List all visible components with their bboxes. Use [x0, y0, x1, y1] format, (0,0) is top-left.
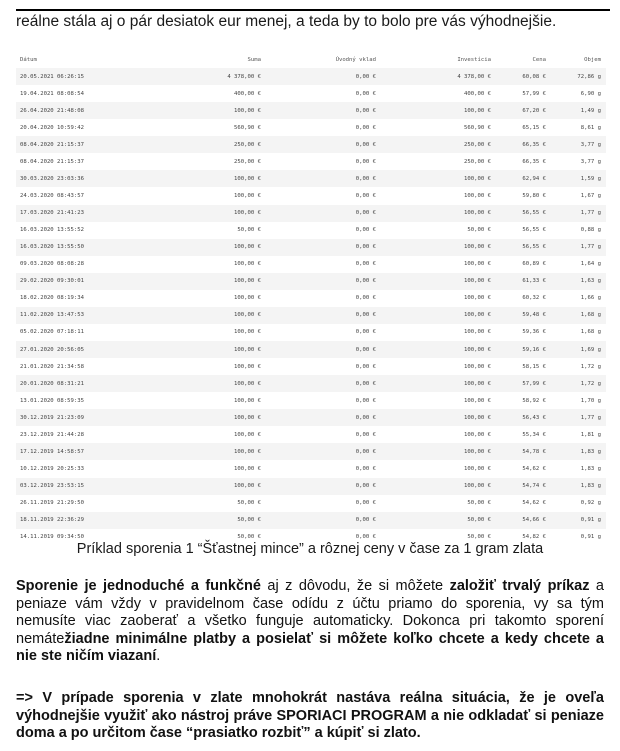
cell-initial-deposit: 0,00 €	[266, 85, 381, 102]
table-row	[16, 512, 606, 529]
header-amount: Suma	[247, 57, 261, 63]
cell-date: 08.04.2020 21:15:37	[16, 136, 126, 153]
cell-investment: 100,00 €	[381, 341, 496, 358]
cell-price: 58,15 €	[496, 358, 551, 375]
cell-date: 03.12.2019 23:53:15	[16, 478, 126, 495]
cell-price: 55,34 €	[496, 426, 551, 443]
cell-initial-deposit: 0,00 €	[266, 153, 381, 170]
cell-price: 59,80 €	[496, 187, 551, 204]
table-row	[16, 290, 606, 307]
cell-date: 30.12.2019 21:23:09	[16, 409, 126, 426]
p1-bold-3: žiadne minimálne platby a posielať si môžete koľko chcete a kedy chcete a nie ste ničím viazaní	[16, 630, 604, 664]
cell-amount: 100,00 €	[126, 256, 266, 273]
cell-investment: 100,00 €	[381, 256, 496, 273]
cell-initial-deposit: 0,00 €	[266, 460, 381, 477]
cell-date: 29.02.2020 09:30:01	[16, 273, 126, 290]
cell-amount: 100,00 €	[126, 205, 266, 222]
cell-amount: 250,00 €	[126, 153, 266, 170]
cell-investment: 100,00 €	[381, 187, 496, 204]
cell-date: 08.04.2020 21:15:37	[16, 153, 126, 170]
cell-date: 30.03.2020 23:03:36	[16, 170, 126, 187]
paragraph-savings-program	[16, 690, 604, 743]
p2-text-2: a nie odkladať si peniaze doma a po určitom čase “prasiatko rozbiť” a kúpiť si zlato.	[16, 707, 605, 741]
cell-initial-deposit: 0,00 €	[266, 358, 381, 375]
cell-initial-deposit: 0,00 €	[266, 119, 381, 136]
cell-date: 10.12.2019 20:25:33	[16, 460, 126, 477]
cell-date: 26.04.2020 21:48:08	[16, 102, 126, 119]
cell-volume: 1,83 g	[551, 460, 606, 477]
cell-volume: 8,61 g	[551, 119, 606, 136]
table-row	[16, 102, 606, 119]
cell-initial-deposit: 0,00 €	[266, 290, 381, 307]
cell-amount: 50,00 €	[126, 512, 266, 529]
p2-emphasis: SPORIACI PROGRAM	[276, 707, 427, 724]
paragraph-simple-saving	[16, 578, 604, 666]
cell-price: 59,16 €	[496, 341, 551, 358]
cell-amount: 100,00 €	[126, 324, 266, 341]
table-row	[16, 136, 606, 153]
cell-investment: 100,00 €	[381, 102, 496, 119]
cell-amount: 100,00 €	[126, 170, 266, 187]
cell-date: 24.03.2020 08:43:57	[16, 187, 126, 204]
cell-investment: 400,00 €	[381, 85, 496, 102]
top-divider	[16, 9, 610, 11]
cell-initial-deposit: 0,00 €	[266, 341, 381, 358]
table-row	[16, 205, 606, 222]
table-row	[16, 460, 606, 477]
cell-initial-deposit: 0,00 €	[266, 170, 381, 187]
cell-initial-deposit: 0,00 €	[266, 443, 381, 460]
cell-price: 59,36 €	[496, 324, 551, 341]
cell-volume: 1,68 g	[551, 324, 606, 341]
cell-amount: 100,00 €	[126, 426, 266, 443]
cell-volume: 1,83 g	[551, 478, 606, 495]
p1-text-2: a peniaze vám vždy v pravidelnom čase odídu z účtu priamo do sporenia, vy sa tým nemusíte viac zaoberať a všetko funguje automaticky. Dokonca pri takomto sporení nemáte	[16, 578, 604, 647]
table-row	[16, 341, 606, 358]
cell-investment: 100,00 €	[381, 273, 496, 290]
cell-volume: 1,77 g	[551, 239, 606, 256]
cell-investment: 100,00 €	[381, 478, 496, 495]
cell-initial-deposit: 0,00 €	[266, 136, 381, 153]
cell-amount: 100,00 €	[126, 290, 266, 307]
cell-amount: 100,00 €	[126, 239, 266, 256]
cell-investment: 100,00 €	[381, 460, 496, 477]
cell-price: 56,55 €	[496, 239, 551, 256]
cell-date: 20.04.2020 10:59:42	[16, 119, 126, 136]
cell-investment: 100,00 €	[381, 170, 496, 187]
cell-amount: 100,00 €	[126, 273, 266, 290]
header-date: Dátum	[20, 57, 37, 63]
cell-amount: 100,00 €	[126, 443, 266, 460]
intro-text: reálne stála aj o pár desiatok eur menej, a teda by to bolo pre vás výhodnejšie.	[16, 13, 557, 30]
cell-initial-deposit: 0,00 €	[266, 426, 381, 443]
cell-investment: 50,00 €	[381, 222, 496, 239]
cell-amount: 100,00 €	[126, 341, 266, 358]
cell-investment: 50,00 €	[381, 529, 496, 546]
cell-amount: 100,00 €	[126, 478, 266, 495]
cell-date: 13.01.2020 08:59:35	[16, 392, 126, 409]
cell-volume: 1,64 g	[551, 256, 606, 273]
p1-bold-2: založiť trvalý príkaz	[449, 578, 590, 594]
table-row	[16, 187, 606, 204]
p1-bold-1: Sporenie je jednoduché a funkčné	[16, 578, 261, 594]
cell-price: 58,92 €	[496, 392, 551, 409]
cell-initial-deposit: 0,00 €	[266, 324, 381, 341]
cell-initial-deposit: 0,00 €	[266, 392, 381, 409]
cell-investment: 50,00 €	[381, 495, 496, 512]
cell-price: 57,99 €	[496, 375, 551, 392]
cell-price: 56,43 €	[496, 409, 551, 426]
cell-amount: 100,00 €	[126, 409, 266, 426]
cell-price: 61,33 €	[496, 273, 551, 290]
cell-amount: 50,00 €	[126, 495, 266, 512]
cell-date: 18.11.2019 22:36:29	[16, 512, 126, 529]
cell-volume: 1,77 g	[551, 205, 606, 222]
cell-initial-deposit: 0,00 €	[266, 512, 381, 529]
cell-investment: 100,00 €	[381, 358, 496, 375]
table-header	[16, 52, 606, 68]
cell-investment: 100,00 €	[381, 375, 496, 392]
cell-investment: 100,00 €	[381, 239, 496, 256]
cell-amount: 100,00 €	[126, 358, 266, 375]
table-row	[16, 307, 606, 324]
cell-date: 14.11.2019 09:34:50	[16, 529, 126, 546]
cell-price: 62,94 €	[496, 170, 551, 187]
cell-price: 60,89 €	[496, 256, 551, 273]
cell-initial-deposit: 0,00 €	[266, 495, 381, 512]
cell-initial-deposit: 0,00 €	[266, 409, 381, 426]
cell-volume: 1,67 g	[551, 187, 606, 204]
cell-investment: 100,00 €	[381, 409, 496, 426]
cell-initial-deposit: 0,00 €	[266, 273, 381, 290]
cell-amount: 560,90 €	[126, 119, 266, 136]
savings-table	[16, 52, 606, 546]
table-row	[16, 153, 606, 170]
cell-date: 21.01.2020 21:34:58	[16, 358, 126, 375]
table-row	[16, 324, 606, 341]
table-row	[16, 375, 606, 392]
table-row	[16, 392, 606, 409]
table-row	[16, 85, 606, 102]
cell-investment: 250,00 €	[381, 136, 496, 153]
cell-date: 18.02.2020 08:19:34	[16, 290, 126, 307]
table-row	[16, 426, 606, 443]
cell-volume: 1,83 g	[551, 443, 606, 460]
cell-investment: 250,00 €	[381, 153, 496, 170]
header-price: Cena	[532, 57, 546, 63]
cell-amount: 100,00 €	[126, 392, 266, 409]
table-row	[16, 68, 606, 85]
table-row	[16, 443, 606, 460]
cell-date: 16.03.2020 13:55:50	[16, 239, 126, 256]
cell-investment: 4 378,00 €	[381, 68, 496, 85]
cell-volume: 1,77 g	[551, 409, 606, 426]
header-initial-deposit: Úvodný vklad	[335, 57, 376, 63]
cell-initial-deposit: 0,00 €	[266, 102, 381, 119]
cell-date: 23.12.2019 21:44:28	[16, 426, 126, 443]
cell-investment: 100,00 €	[381, 307, 496, 324]
p1-text-3: .	[156, 648, 161, 664]
cell-price: 56,55 €	[496, 205, 551, 222]
cell-amount: 100,00 €	[126, 187, 266, 204]
cell-price: 60,08 €	[496, 68, 551, 85]
p1-text-1: aj z dôvodu, že si môžete	[260, 578, 450, 594]
cell-amount: 100,00 €	[126, 375, 266, 392]
cell-volume: 3,77 g	[551, 136, 606, 153]
cell-volume: 1,72 g	[551, 375, 606, 392]
cell-initial-deposit: 0,00 €	[266, 222, 381, 239]
cell-price: 57,99 €	[496, 85, 551, 102]
cell-volume: 1,63 g	[551, 273, 606, 290]
cell-volume: 1,66 g	[551, 290, 606, 307]
cell-volume: 1,69 g	[551, 341, 606, 358]
cell-date: 16.03.2020 13:55:52	[16, 222, 126, 239]
table-row	[16, 358, 606, 375]
cell-date: 20.01.2020 08:31:21	[16, 375, 126, 392]
cell-volume: 0,91 g	[551, 529, 606, 546]
cell-date: 17.12.2019 14:58:57	[16, 443, 126, 460]
cell-price: 66,35 €	[496, 136, 551, 153]
table-row	[16, 478, 606, 495]
cell-initial-deposit: 0,00 €	[266, 529, 381, 546]
cell-volume: 6,90 g	[551, 85, 606, 102]
cell-volume: 1,49 g	[551, 102, 606, 119]
cell-investment: 100,00 €	[381, 392, 496, 409]
table-row	[16, 256, 606, 273]
cell-price: 56,55 €	[496, 222, 551, 239]
table-row	[16, 495, 606, 512]
cell-volume: 1,59 g	[551, 170, 606, 187]
cell-investment: 560,90 €	[381, 119, 496, 136]
cell-amount: 4 378,00 €	[126, 68, 266, 85]
table-row	[16, 239, 606, 256]
cell-amount: 400,00 €	[126, 85, 266, 102]
cell-volume: 0,92 g	[551, 495, 606, 512]
cell-initial-deposit: 0,00 €	[266, 68, 381, 85]
cell-volume: 72,86 g	[551, 68, 606, 85]
cell-volume: 0,88 g	[551, 222, 606, 239]
cell-volume: 1,70 g	[551, 392, 606, 409]
cell-initial-deposit: 0,00 €	[266, 478, 381, 495]
table-row	[16, 119, 606, 136]
cell-amount: 250,00 €	[126, 136, 266, 153]
cell-investment: 100,00 €	[381, 205, 496, 222]
cell-price: 54,74 €	[496, 478, 551, 495]
cell-price: 60,32 €	[496, 290, 551, 307]
table-row	[16, 273, 606, 290]
cell-volume: 1,81 g	[551, 426, 606, 443]
table-row	[16, 409, 606, 426]
cell-initial-deposit: 0,00 €	[266, 187, 381, 204]
cell-initial-deposit: 0,00 €	[266, 205, 381, 222]
cell-date: 11.02.2020 13:47:53	[16, 307, 126, 324]
cell-volume: 3,77 g	[551, 153, 606, 170]
cell-initial-deposit: 0,00 €	[266, 239, 381, 256]
cell-price: 54,62 €	[496, 495, 551, 512]
cell-initial-deposit: 0,00 €	[266, 256, 381, 273]
cell-price: 54,78 €	[496, 443, 551, 460]
table-row	[16, 170, 606, 187]
cell-price: 59,48 €	[496, 307, 551, 324]
cell-volume: 1,68 g	[551, 307, 606, 324]
p2-text-1: => V prípade sporenia v zlate mnohokrát nastáva reálna situácia, že je oveľa výhodnejšie využiť ako nástroj práve	[16, 690, 604, 724]
header-row	[16, 52, 606, 68]
cell-investment: 100,00 €	[381, 426, 496, 443]
cell-volume: 1,72 g	[551, 358, 606, 375]
cell-price: 54,62 €	[496, 460, 551, 477]
table-body	[16, 68, 606, 546]
cell-amount: 100,00 €	[126, 460, 266, 477]
cell-date: 19.04.2021 08:08:54	[16, 85, 126, 102]
cell-amount: 100,00 €	[126, 102, 266, 119]
savings-table-container	[16, 52, 606, 546]
cell-investment: 50,00 €	[381, 512, 496, 529]
cell-amount: 100,00 €	[126, 307, 266, 324]
cell-price: 54,82 €	[496, 529, 551, 546]
cell-volume: 0,91 g	[551, 512, 606, 529]
cell-amount: 50,00 €	[126, 529, 266, 546]
cell-investment: 100,00 €	[381, 324, 496, 341]
header-investment: Investícia	[457, 57, 491, 63]
cell-price: 54,66 €	[496, 512, 551, 529]
cell-date: 05.02.2020 07:18:11	[16, 324, 126, 341]
cell-date: 20.05.2021 06:26:15	[16, 68, 126, 85]
cell-date: 09.03.2020 08:08:28	[16, 256, 126, 273]
cell-investment: 100,00 €	[381, 443, 496, 460]
cell-date: 27.01.2020 20:56:05	[16, 341, 126, 358]
table-row	[16, 222, 606, 239]
header-volume: Objem	[584, 57, 601, 63]
cell-date: 26.11.2019 21:29:50	[16, 495, 126, 512]
cell-date: 17.03.2020 21:41:23	[16, 205, 126, 222]
cell-initial-deposit: 0,00 €	[266, 375, 381, 392]
cell-price: 66,35 €	[496, 153, 551, 170]
table-caption: Príklad sporenia 1 “Šťastnej mince” a rôznej ceny v čase za 1 gram zlata	[76, 541, 544, 557]
cell-price: 65,15 €	[496, 119, 551, 136]
cell-investment: 100,00 €	[381, 290, 496, 307]
cell-amount: 50,00 €	[126, 222, 266, 239]
cell-initial-deposit: 0,00 €	[266, 307, 381, 324]
cell-price: 67,20 €	[496, 102, 551, 119]
